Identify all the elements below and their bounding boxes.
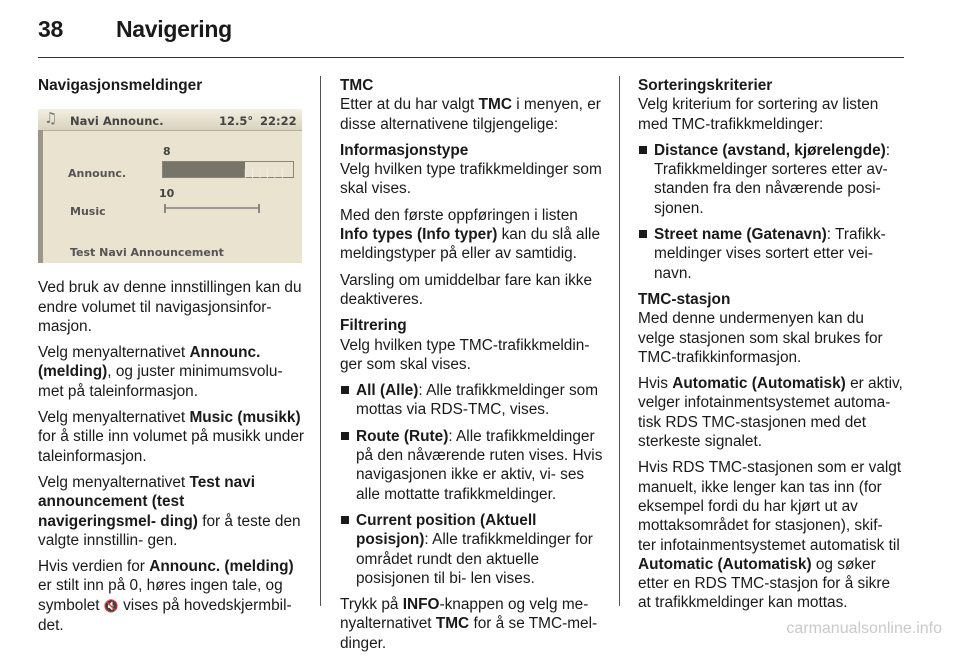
announc-label[interactable]: Announc. [68,167,127,181]
header-rule [38,57,904,58]
list-item: All (Alle): Alle trafikkmeldinger som mottas via RDS-TMC, vises. [340,381,606,420]
list-item: Route (Rute): Alle trafikkmeldinger på den nåværende ruten vises. Hvis navigasjonen ikke er aktiv, vi- ses alle mottatte trafikkmeldinger. [340,427,606,504]
filter-list [340,381,606,588]
page-header [38,16,232,43]
paragraph: Velg menyalternativet Announc. (melding), og juster minimumsvolu- met på taleinformasjon. [38,344,283,400]
screen-title-bar [38,109,302,131]
page-title: Navigering [116,16,232,42]
paragraph: Ved bruk av denne innstillingen kan du endre volumet til navigasjonsinfor- masjon. [38,279,302,335]
mute-icon: 🔇 [103,598,119,613]
paragraph: Etter at du har valgt TMC i menyen, er disse alternativene tilgjengelige: [340,96,601,133]
screen-side-strip [38,130,43,263]
section-title: Navigasjonsmeldinger [38,77,203,94]
heading-informasjonstype: Informasjonstype [340,141,469,159]
paragraph: Med den første oppføringen i listen Info types (Info typer) kan du slå alle meldingstyper på eller av samtidig. [340,206,600,263]
announc-value: 8 [163,145,171,159]
announc-slider[interactable] [162,161,294,178]
paragraph: Velg menyalternativet Test navi announcement (test navigeringsmel- ding) for å teste den valgte innstillin- gen. [38,473,301,549]
paragraph: Hvis Automatic (Automatisk) er aktiv, velger infotainmentsystemet automa- tisk RDS TMC-stasjonen med det sterkeste signalet. [638,375,903,451]
list-item: Street name (Gatenavn): Trafikk- meldinger vises sortert etter vei- navn. [638,225,904,283]
heading-sorteringskriterier: Sorteringskriterier [638,77,773,94]
list-item: Distance (avstand, kjørelengde): Trafikkmeldinger sorteres etter av- standen fra den nåværende posi- sjonen. [638,141,904,218]
paragraph: Velg hvilken type TMC-trafikkmeldin- ger som skal vises. [340,336,590,373]
paragraph: Varsling om umiddelbar fare kan ikke deaktiveres. [340,271,593,308]
music-value: 10 [159,187,175,201]
watermark: carmanualsonline.info [786,620,942,637]
music-note-icon: ♫ [44,109,58,128]
screen-title: Navi Announc. [70,114,164,129]
column-divider [320,76,321,606]
screen-clock: 22:22 [260,114,297,129]
paragraph: Velg kriterium for sortering av listen med TMC-trafikkmeldinger: [638,96,879,133]
paragraph: Velg menyalternativet Music (musikk) for å stille inn volumet på musikk under taleinformasjon. [38,409,305,465]
column-3 [638,76,904,620]
column-2 [340,76,606,660]
column-divider [619,76,620,606]
music-label[interactable]: Music [70,205,106,219]
paragraph: Velg hvilken type trafikkmeldinger som skal vises. [340,161,602,198]
navi-announc-screen [38,109,302,263]
paragraph: Hvis RDS TMC-stasjonen som er valgt manuelt, ikke lenger kan tas inn (for eksempel fordi du har kjørt ut av mottaksområdet for stasjonen), skif- ter infotainmentsystemet automatisk til Automatic (Automatisk) og søker etter en RDS TMC-stasjon for å sikre at trafikkmeldinger kan mottas. [638,459,902,612]
test-announcement-label[interactable]: Test Navi Announcement [70,246,224,260]
sort-list [638,141,904,283]
page-number: 38 [38,16,63,42]
paragraph: Hvis verdien for Announc. (melding) er stilt inn på 0, høres ingen tale, og symbolet 🔇 vises på hovedskjermbil- det. [38,558,294,635]
heading-tmc-stasjon: TMC-stasjon [638,290,731,308]
music-slider[interactable] [164,204,260,213]
announc-slider-fill [163,162,245,177]
heading-tmc: TMC [340,77,374,94]
screen-temperature: 12.5° [219,114,254,129]
paragraph: Trykk på INFO-knappen og velg me- nyalternativet TMC for å se TMC-mel- dinger. [340,596,598,652]
paragraph: Med denne undermenyen kan du velge stasjonen som skal brukes for TMC-trafikkinformasjon. [638,310,883,366]
column-1 [38,76,306,642]
heading-filtrering: Filtrering [340,317,407,335]
list-item: Current position (Aktuell posisjon): Alle trafikkmeldinger for området rundt den aktuelle posisjonen til bi- len vises. [340,511,606,588]
slider-ticks: |||||| [242,169,287,180]
